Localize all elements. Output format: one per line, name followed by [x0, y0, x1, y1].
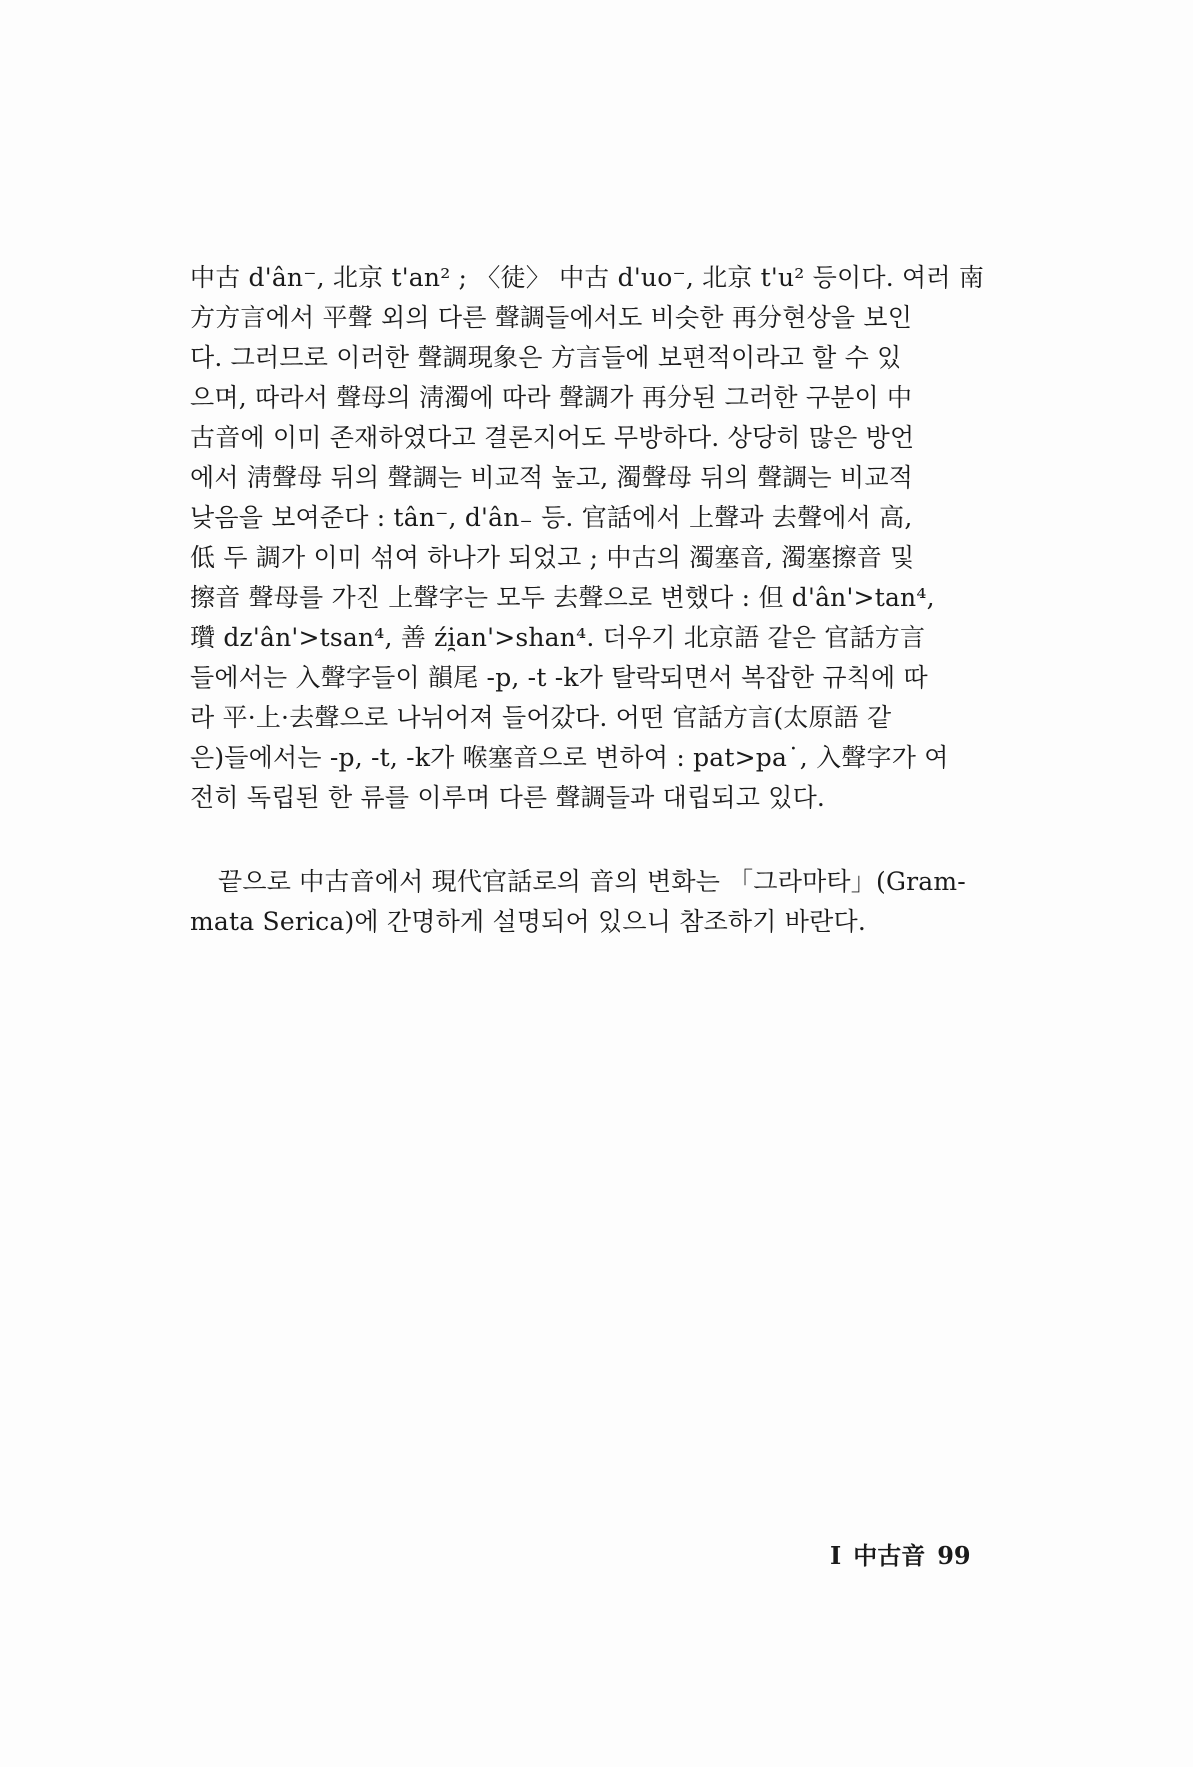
paragraph-1 — [190, 258, 1016, 818]
text-line: 方方言에서 平聲 외의 다른 聲調들에서도 비슷한 再分현상을 보인 — [190, 303, 913, 332]
text-line: 은)들에서는 -p, -t, -k가 喉塞音으로 변하여 : pat>pa˙, 入聲字가 여 — [190, 743, 949, 772]
text-line: 中古 d'ân⁻, 北京 t'an² ; 〈徒〉 中古 d'uo⁻, 北京 t'u² 등이다. 여러 南 — [190, 263, 985, 292]
page-footer — [830, 1536, 983, 1571]
paragraph-2 — [190, 862, 1016, 942]
body-text — [190, 258, 1016, 942]
text-line: 에서 淸聲母 뒤의 聲調는 비교적 높고, 濁聲母 뒤의 聲調는 비교적 — [190, 463, 914, 492]
text-line: 古音에 이미 존재하였다고 결론지어도 무방하다. 상당히 많은 방언 — [190, 423, 915, 452]
text-line: 전히 독립된 한 류를 이루며 다른 聲調들과 대립되고 있다. — [190, 783, 826, 812]
text-line: 라 平·上·去聲으로 나뉘어져 들어갔다. 어떤 官話方言(太原語 같 — [190, 703, 892, 732]
text-line: 瓚 dz'ân'>tsan⁴, 善 źi̯an'>shan⁴. 더우기 北京語 같은 官話方言 — [190, 623, 926, 652]
text-line: mata Serica)에 간명하게 설명되어 있으니 참조하기 바란다. — [190, 907, 866, 936]
text-line: 끝으로 中古音에서 現代官話로의 音의 변화는 「그라마타」(Gram- — [218, 867, 966, 896]
text-line: 으며, 따라서 聲母의 淸濁에 따라 聲調가 再分된 그러한 구분이 中 — [190, 383, 913, 412]
text-line: 다. 그러므로 이러한 聲調現象은 方言들에 보편적이라고 할 수 있 — [190, 343, 902, 372]
text-line: 낮음을 보여준다 : tân⁻, d'ân₋ 등. 官話에서 上聲과 去聲에서 高, — [190, 503, 913, 532]
text-line: 低 두 調가 이미 섞여 하나가 되었고 ; 中古의 濁塞音, 濁塞擦音 및 — [190, 543, 915, 572]
section-title: 中古音 — [853, 1541, 926, 1570]
page-number: 99 — [937, 1541, 971, 1570]
text-line: 擦音 聲母를 가진 上聲字는 모두 去聲으로 변했다 : 但 d'ân'>tan⁴, — [190, 583, 935, 612]
section-number: I — [830, 1541, 842, 1570]
text-line: 들에서는 入聲字들이 韻尾 -p, -t -k가 탈락되면서 복잡한 규칙에 따 — [190, 663, 928, 692]
